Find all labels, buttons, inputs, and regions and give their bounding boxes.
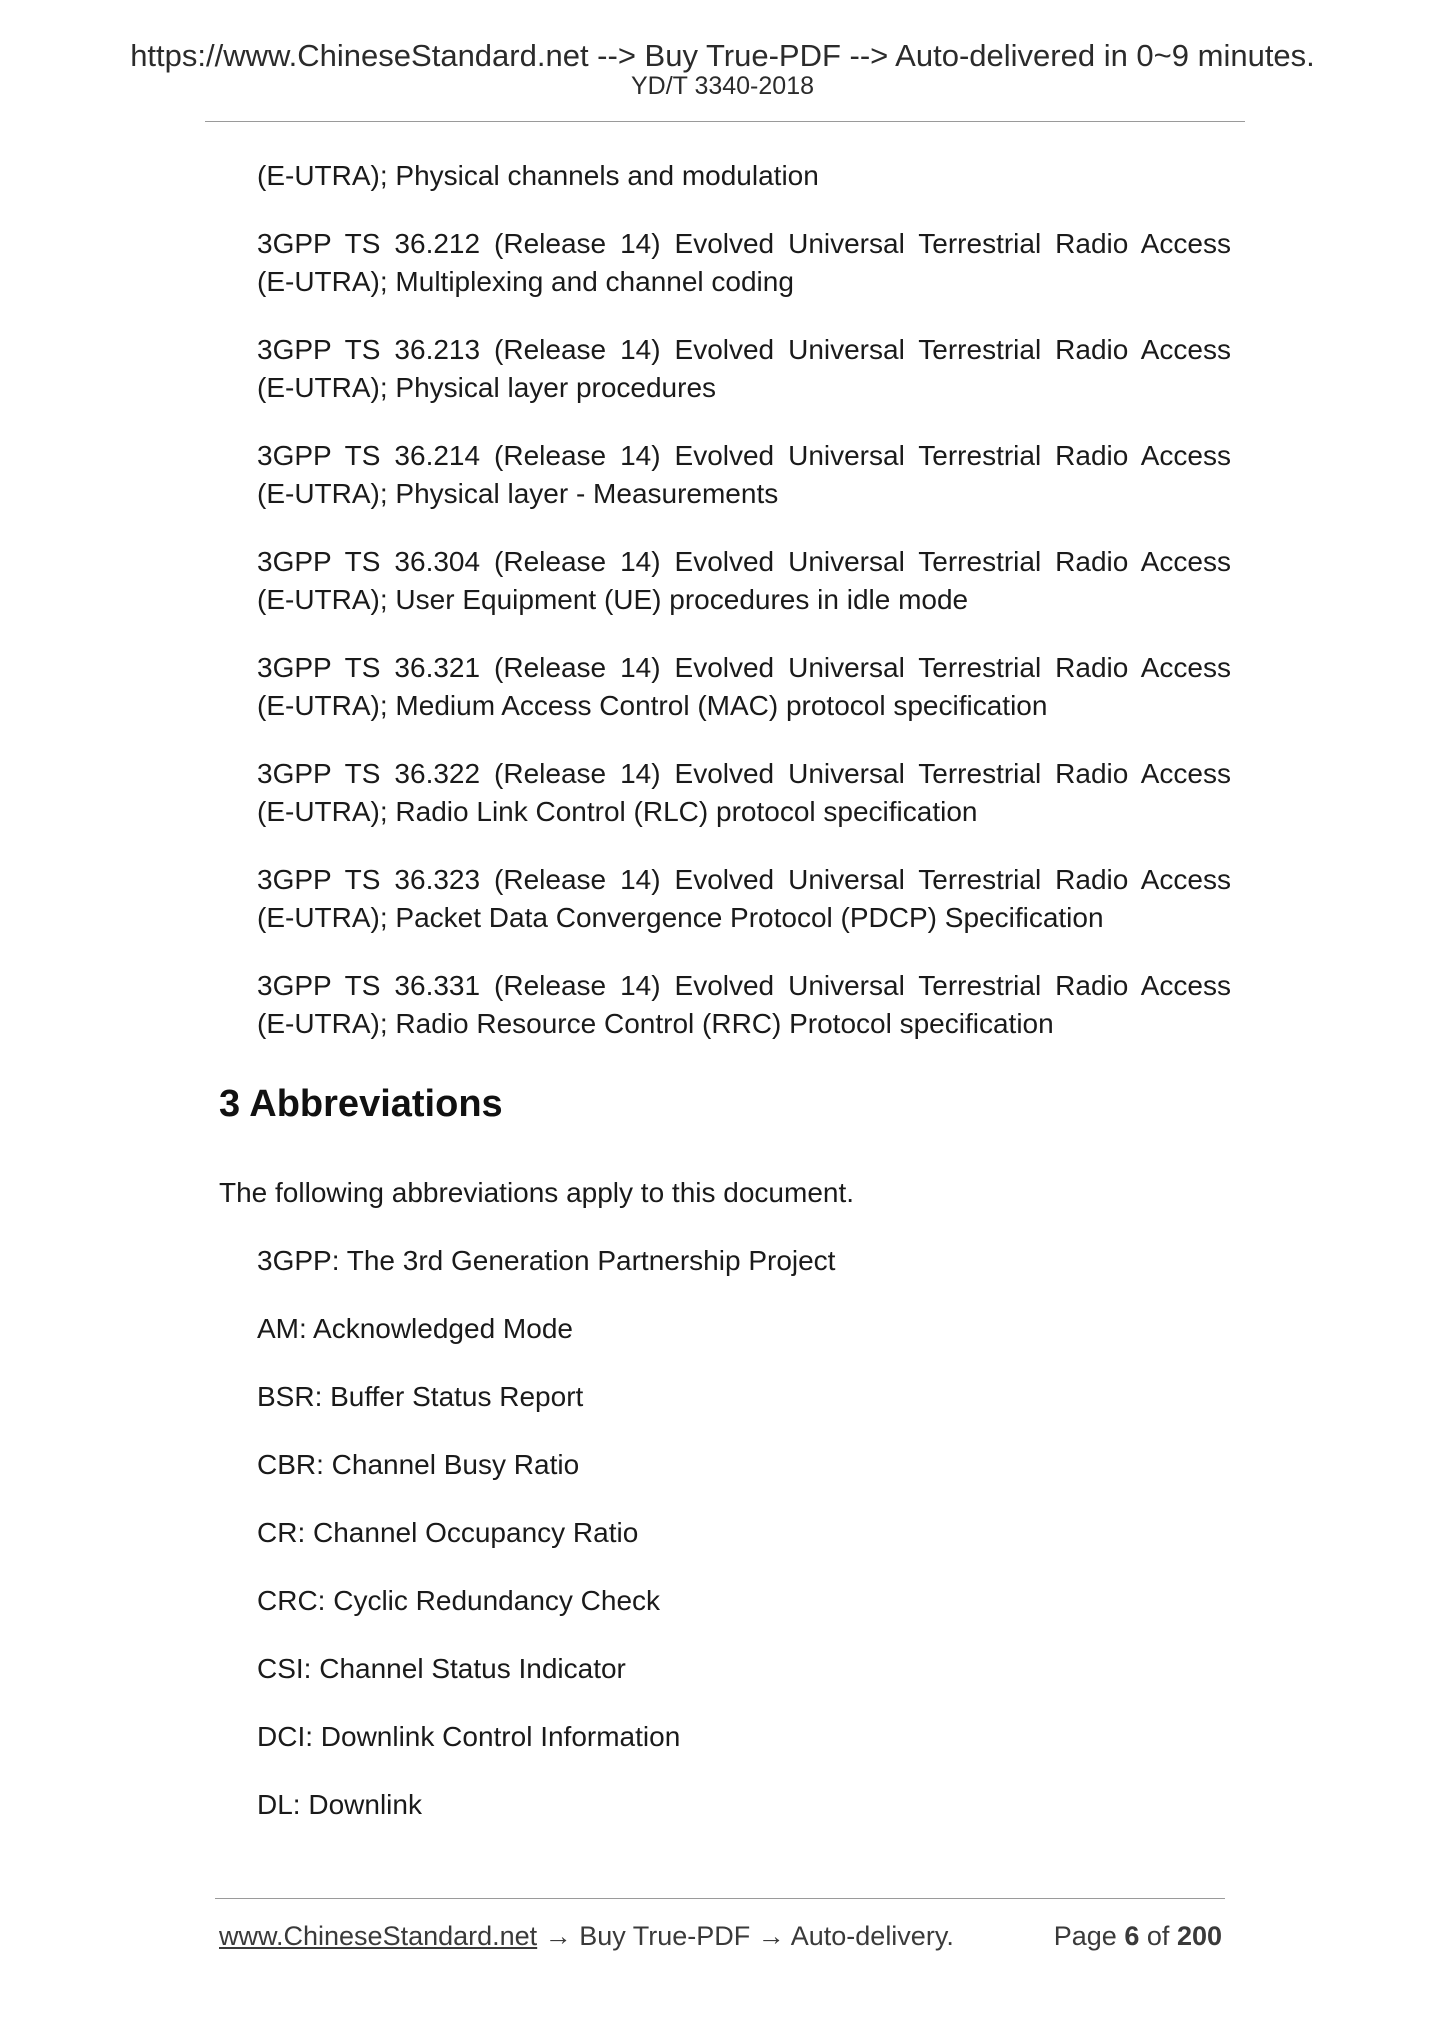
- page-indicator: [1054, 1923, 1222, 1950]
- reference-title: 3GPP TS 36.212 (Release 14) Evolved Universal Terrestrial Radio Access: [257, 228, 1231, 259]
- page-total: 200: [1176, 1921, 1222, 1951]
- top-banner: https://www.ChineseStandard.net --> Buy True-PDF --> Auto-delivered in 0~9 minutes.: [130, 38, 1315, 73]
- document-code: YD/T 3340-2018: [631, 72, 814, 100]
- section-heading: 3 Abbreviations: [219, 1083, 503, 1125]
- reference-line: (E-UTRA); Packet Data Convergence Protocol (PDCP) Specification: [257, 902, 1104, 933]
- reference-line: (E-UTRA); Physical channels and modulation: [257, 160, 819, 191]
- reference-title: 3GPP TS 36.331 (Release 14) Evolved Universal Terrestrial Radio Access: [257, 970, 1231, 1001]
- header-divider: [205, 121, 1245, 122]
- reference-title: 3GPP TS 36.321 (Release 14) Evolved Universal Terrestrial Radio Access: [257, 652, 1231, 683]
- reference-line: (E-UTRA); Radio Link Control (RLC) protocol specification: [257, 796, 978, 827]
- abbreviation-item: CSI: Channel Status Indicator: [257, 1653, 626, 1684]
- reference-line: (E-UTRA); Physical layer - Measurements: [257, 478, 779, 509]
- abbreviation-item: 3GPP: The 3rd Generation Partnership Project: [257, 1245, 836, 1276]
- abbreviation-item: DCI: Downlink Control Information: [257, 1721, 681, 1752]
- reference-line: (E-UTRA); User Equipment (UE) procedures in idle mode: [257, 584, 969, 615]
- reference-title: 3GPP TS 36.323 (Release 14) Evolved Universal Terrestrial Radio Access: [257, 864, 1231, 895]
- reference-title: 3GPP TS 36.213 (Release 14) Evolved Universal Terrestrial Radio Access: [257, 334, 1231, 365]
- abbreviation-item: CRC: Cyclic Redundancy Check: [257, 1585, 661, 1616]
- page-number: 6: [1124, 1921, 1140, 1951]
- page-label: Page: [1053, 1921, 1117, 1951]
- footer-divider: [215, 1898, 1225, 1899]
- reference-title: 3GPP TS 36.322 (Release 14) Evolved Universal Terrestrial Radio Access: [257, 758, 1231, 789]
- reference-title: 3GPP TS 36.214 (Release 14) Evolved Universal Terrestrial Radio Access: [257, 440, 1231, 471]
- footer-website-link[interactable]: www.ChineseStandard.net: [219, 1921, 538, 1951]
- reference-line: (E-UTRA); Radio Resource Control (RRC) Protocol specification: [257, 1008, 1054, 1039]
- abbreviation-item: AM: Acknowledged Mode: [257, 1313, 573, 1344]
- footer-promo: [219, 1923, 954, 1950]
- reference-line: (E-UTRA); Multiplexing and channel coding: [257, 266, 794, 297]
- abbreviation-item: BSR: Buffer Status Report: [257, 1381, 584, 1412]
- reference-line: (E-UTRA); Medium Access Control (MAC) protocol specification: [257, 690, 1048, 721]
- of-label: of: [1146, 1921, 1170, 1951]
- abbreviation-item: DL: Downlink: [257, 1789, 422, 1820]
- reference-title: 3GPP TS 36.304 (Release 14) Evolved Universal Terrestrial Radio Access: [257, 546, 1231, 577]
- footer-promo-text: → Buy True-PDF → Auto-delivery.: [537, 1921, 954, 1951]
- abbreviation-item: CBR: Channel Busy Ratio: [257, 1449, 580, 1480]
- section-intro: The following abbreviations apply to this document.: [219, 1177, 855, 1208]
- abbreviation-item: CR: Channel Occupancy Ratio: [257, 1517, 639, 1548]
- reference-line: (E-UTRA); Physical layer procedures: [257, 372, 717, 403]
